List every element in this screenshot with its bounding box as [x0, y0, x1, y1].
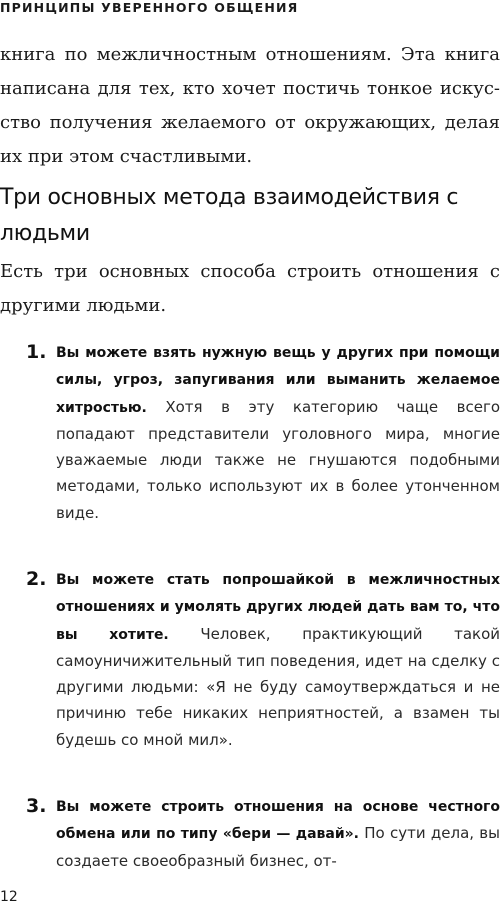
list-item-number: 3.	[26, 795, 47, 817]
list-item-emphasis: Вы можете стать попрошайкой в межличностных отношениях и умолять других людей дать вам то, что вы хотите.	[56, 572, 500, 643]
list-item-body	[56, 339, 500, 526]
list-item-body	[56, 566, 500, 753]
list-item-number: 2.	[26, 568, 47, 590]
list-item-text: По сути дела, вы создаете своеобразный бизнес, от-	[56, 824, 500, 870]
list-item-body	[56, 793, 500, 874]
section-title: Три основных метода взаимодействия с людьми	[0, 185, 459, 246]
section-lead-paragraph: Есть три основных способа строить отношения с другими людьми.	[0, 261, 500, 316]
running-title: ПРИНЦИПЫ УВЕРЕННОГО ОБЩЕНИЯ	[0, 0, 299, 15]
page-number: 12	[0, 889, 18, 905]
list-item-emphasis: Вы можете строить отношения на основе честного обмена или по типу «бери — давай».	[56, 799, 500, 843]
list-item-emphasis: Вы можете взять нужную вещь у других при помощи силы, угроз, запугивания или выманить желаемое хитростью.	[56, 345, 500, 416]
intro-paragraph: книга по межличностным отношениям. Эта книга написана для тех, кто хочет постичь тонкое искусство получения желаемого от окружающих, делая их при этом счастливыми.	[0, 44, 500, 167]
list-item-text: Человек, практикующий такой самоуничижительный тип поведения, идет на сделку с другими людьми: «Я не буду самоутверждаться и не причиню тебе никаких неприятностей, а взамен ты будешь со мной мил».	[56, 624, 500, 749]
list-item-number: 1.	[26, 341, 47, 363]
list-item-text: Хотя в эту категорию чаще всего попадают представители уголовного мира, многие уважаемые люди также не гнушаются подобными методами, только используют их в более утонченном виде.	[56, 397, 500, 522]
